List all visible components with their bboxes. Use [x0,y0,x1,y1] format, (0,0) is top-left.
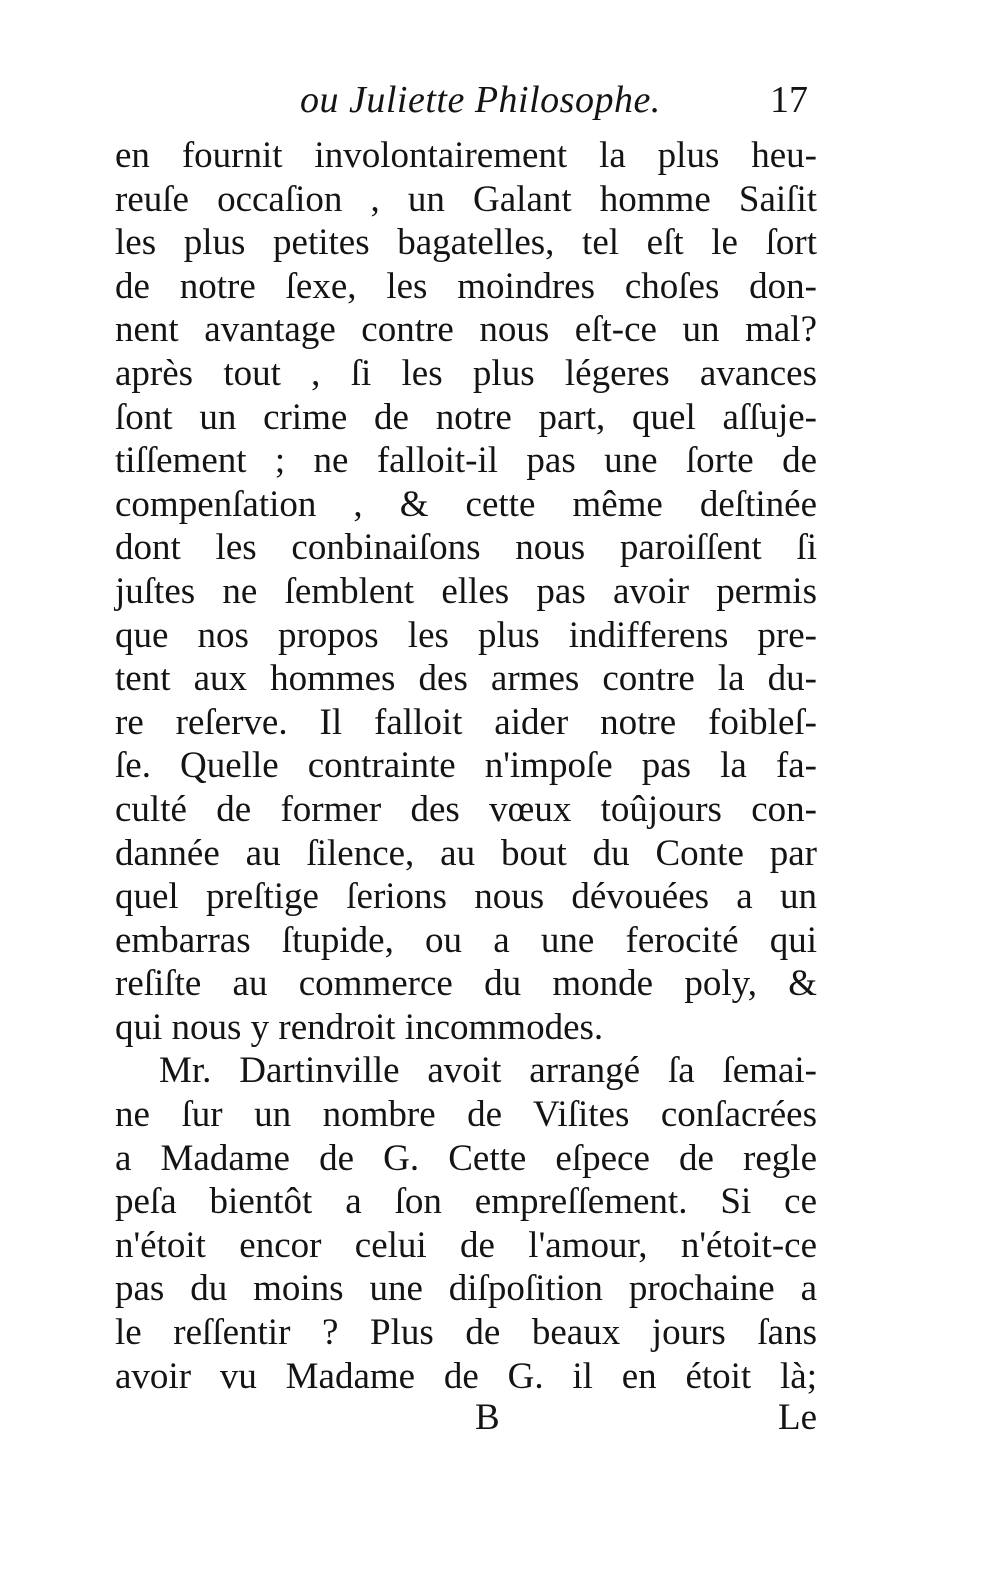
text-line: en fournit involontairement la plus heu- [115,135,817,176]
text-line: dannée au ſilence, au bout du Conte par [115,832,817,874]
text-line: que nos propos les plus indifferens pre- [115,614,817,656]
text-line: n'étoit encor celui de l'amour, n'étoit-ce [115,1224,817,1266]
text-line: tent aux hommes des armes contre la du- [115,658,817,700]
signature-mark: B [475,1397,500,1438]
text-line: avoir vu Madame de G. il en étoit là; [115,1355,817,1397]
text-line: a Madame de G. Cette eſpece de regle [115,1137,817,1179]
text-line: les plus petites bagatelles, tel eſt le ſort [115,222,817,264]
text-line: ne ſur un nombre de Viſites conſacrées [115,1094,817,1136]
running-title: ou Juliette Philosophe. [300,79,661,121]
text-line: le reſſentir ? Plus de beaux jours ſans [115,1312,817,1354]
text-line: reſiſte au commerce du monde poly, & [115,963,817,1005]
text-line: peſa bientôt a ſon empreſſement. Si ce [115,1181,817,1223]
text-line: ſont un crime de notre part, quel aſſuje- [115,396,817,438]
text-line: embarras ſtupide, ou a une ferocité qui [115,919,817,961]
text-line: juſtes ne ſemblent elles pas avoir permis [115,570,817,612]
body-text [115,134,817,1398]
text-line: nent avantage contre nous eſt-ce un mal? [115,309,817,351]
text-line: qui nous y rendroit incommodes. [115,1006,604,1048]
catchword: Le [777,1397,817,1438]
text-line: re reſerve. Il falloit aider notre foibleſ- [115,701,817,743]
text-line: après tout , ſi les plus légeres avances [115,352,817,394]
text-line: compenſation , & cette même deſtinée [115,483,817,525]
page-footer [115,1396,817,1440]
text-line: reuſe occaſion , un Galant homme Saiſit [115,178,817,220]
text-line: quel preſtige ſerions nous dévouées a un [115,876,817,918]
text-line: de notre ſexe, les moindres choſes don- [115,265,817,307]
text-line: tiſſement ; ne falloit-il pas une ſorte de [115,440,817,482]
text-line: ſe. Quelle contrainte n'impoſe pas la fa- [115,745,817,787]
text-line: culté de former des vœux toûjours con- [115,788,817,830]
paragraph-start-line: Mr. Dartinville avoit arrangé ſa ſemai- [159,1050,817,1092]
page-number: 17 [770,79,808,121]
text-line: pas du moins une diſpoſition prochaine a [115,1268,817,1310]
text-line: dont les conbinaiſons nous paroiſſent ſi [115,527,817,569]
